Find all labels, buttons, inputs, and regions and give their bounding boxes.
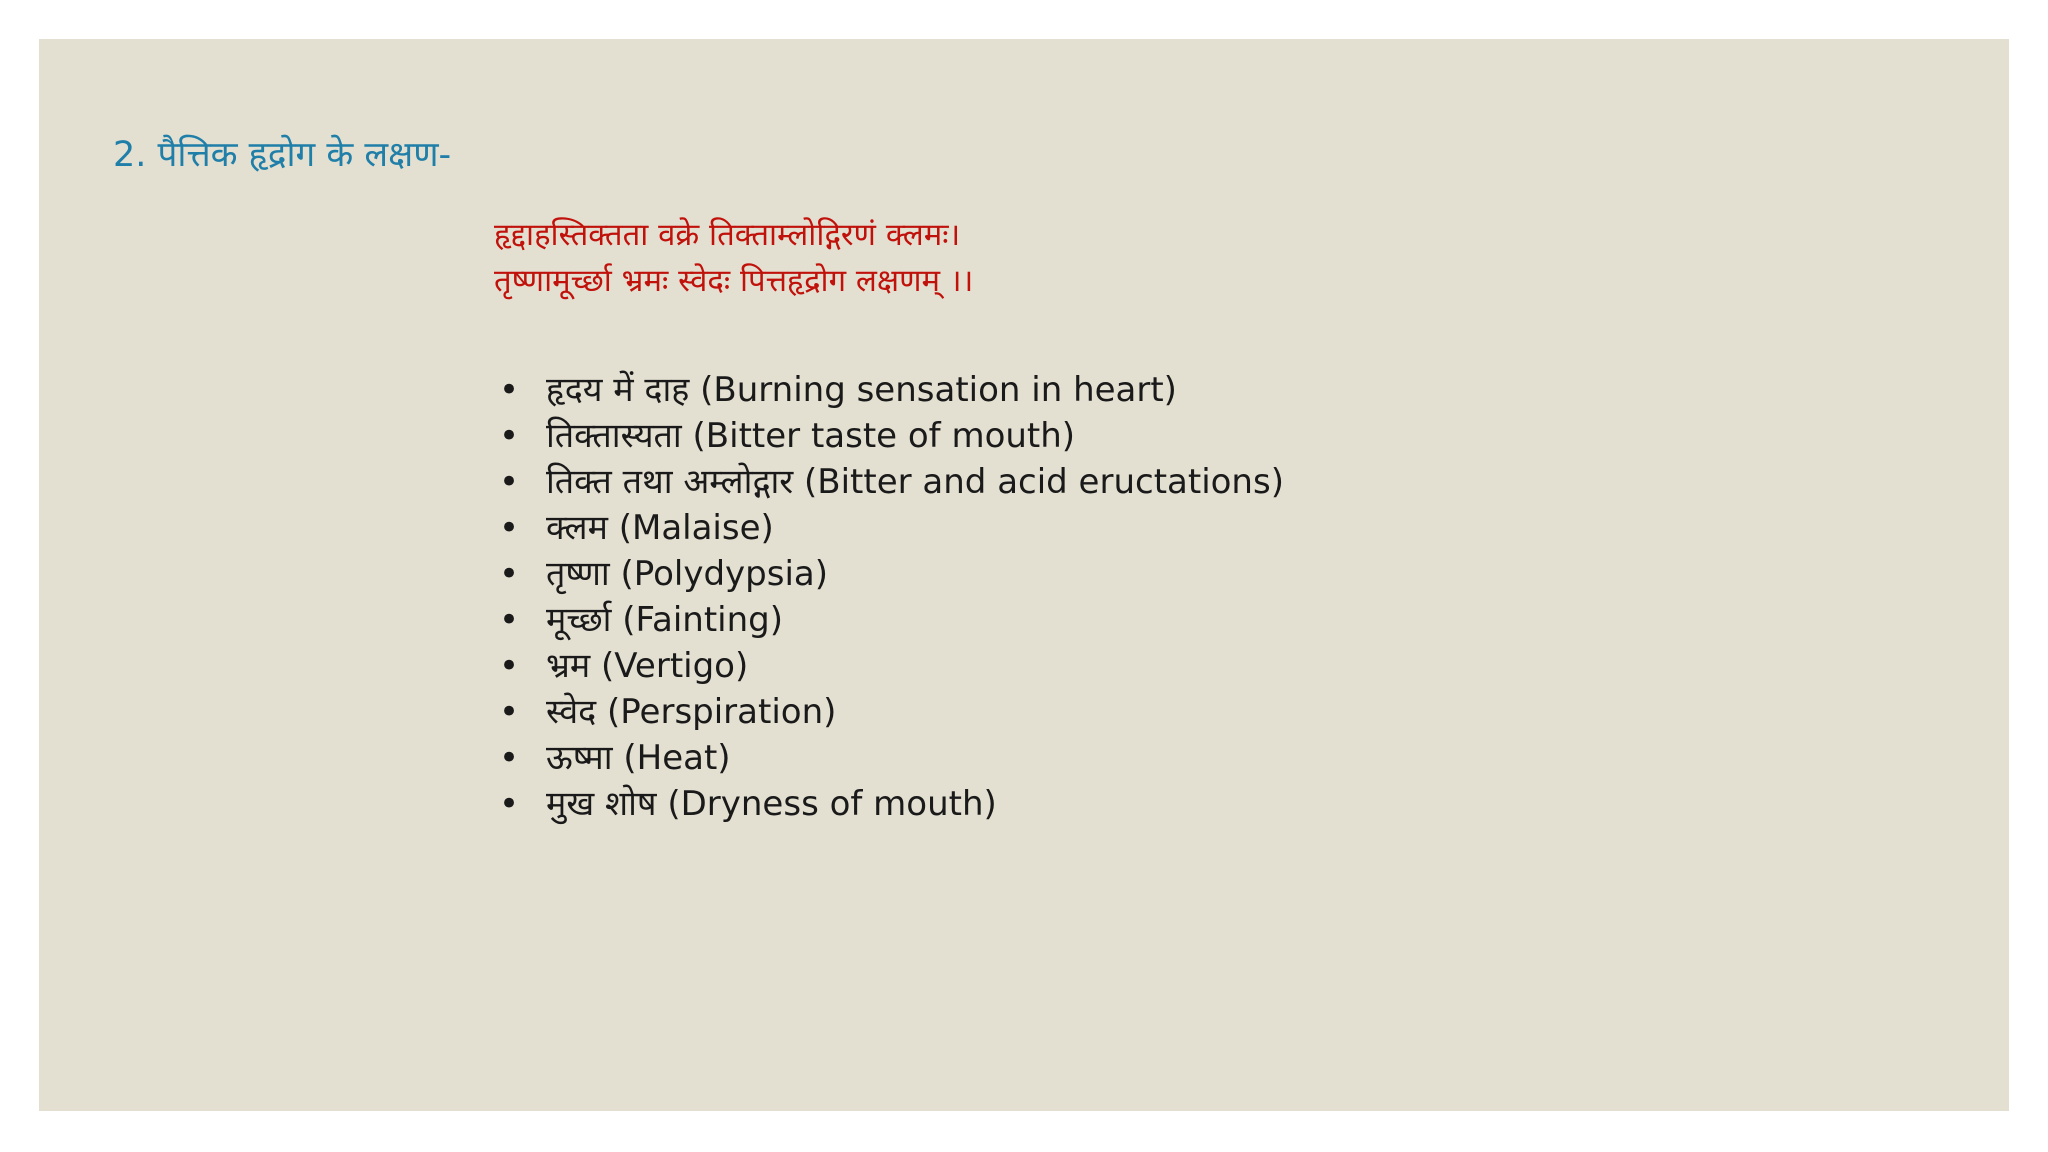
symptom-text: मूर्च्छा (Fainting) <box>546 600 783 640</box>
list-item <box>494 367 1284 413</box>
list-item <box>494 505 1284 551</box>
bullet-icon: • <box>498 738 520 778</box>
list-item <box>494 735 1284 781</box>
symptom-text: तिक्तास्यता (Bitter taste of mouth) <box>546 416 1076 456</box>
bullet-icon: • <box>498 784 520 824</box>
bullet-icon: • <box>498 554 520 594</box>
list-item <box>494 597 1284 643</box>
slide-heading: 2. पैत्तिक हृद्रोग के लक्षण- <box>113 135 452 175</box>
symptom-text: भ्रम (Vertigo) <box>546 646 749 686</box>
list-item <box>494 459 1284 505</box>
verse-line-2: तृष्णामूर्च्छा भ्रमः स्वेदः पित्तहृद्रोग लक्षणम् ।। <box>494 263 974 299</box>
bullet-icon: • <box>498 600 520 640</box>
symptom-text: स्वेद (Perspiration) <box>546 692 837 732</box>
bullet-icon: • <box>498 646 520 686</box>
symptom-text: क्लम (Malaise) <box>546 508 774 548</box>
list-item <box>494 643 1284 689</box>
sanskrit-verse <box>494 212 973 304</box>
verse-line-1: हृद्दाहस्तिक्तता वक्रे तिक्ताम्लोद्गिरणं क्लमः। <box>494 217 961 253</box>
symptom-text: मुख शोष (Dryness of mouth) <box>546 784 997 824</box>
bullet-icon: • <box>498 692 520 732</box>
symptom-text: तिक्त तथा अम्लोद्गार (Bitter and acid eructations) <box>546 462 1284 502</box>
slide <box>39 39 2009 1111</box>
list-item <box>494 551 1284 597</box>
symptom-text: हृदय में दाह (Burning sensation in heart) <box>546 370 1177 410</box>
bullet-icon: • <box>498 508 520 548</box>
bullet-icon: • <box>498 370 520 410</box>
symptom-list <box>494 367 1284 827</box>
symptom-text: ऊष्मा (Heat) <box>546 738 731 778</box>
bullet-icon: • <box>498 462 520 502</box>
bullet-icon: • <box>498 416 520 456</box>
list-item <box>494 413 1284 459</box>
symptom-text: तृष्णा (Polydypsia) <box>546 554 828 594</box>
list-item <box>494 781 1284 827</box>
list-item <box>494 689 1284 735</box>
